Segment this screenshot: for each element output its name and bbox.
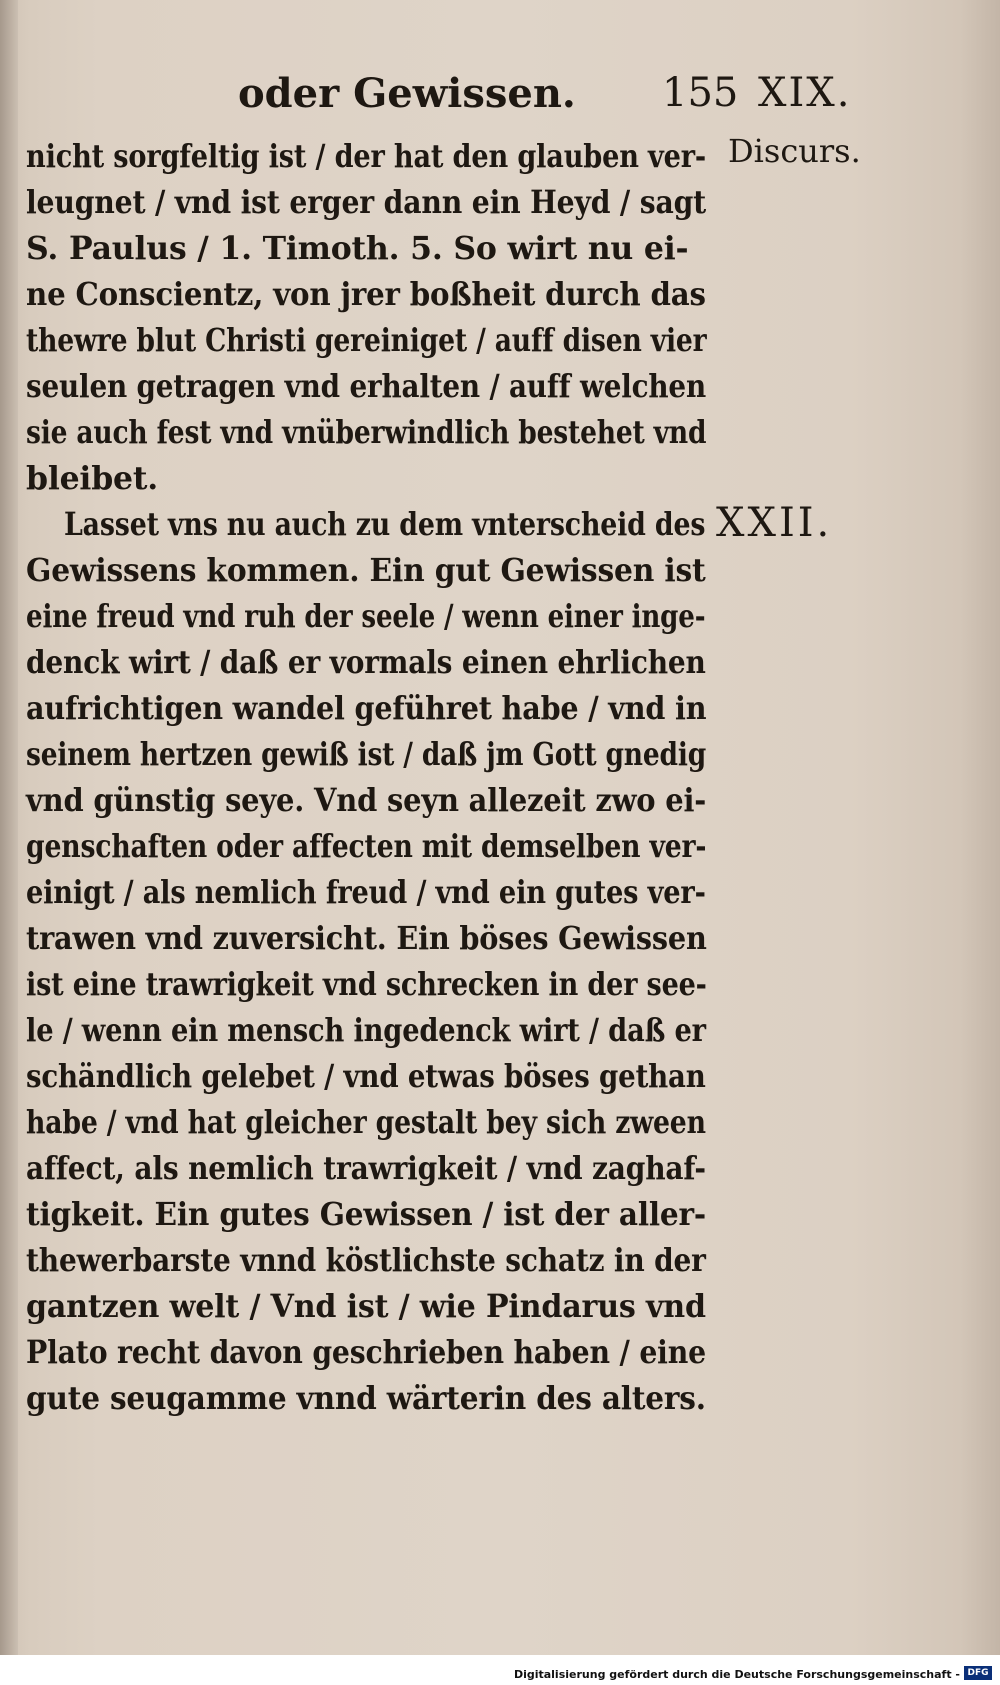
text-line: thewre blut Christi gereiniget / auff disen vier [26,322,707,359]
text-line: S. Paulus / 1. Timoth. 5. So wirt nu ei- [26,230,689,267]
text-line: schändlich gelebet / vnd etwas böses gethan [26,1058,706,1095]
text-line: tigkeit. Ein gutes Gewissen / ist der aller- [26,1196,706,1233]
text-line: gantzen welt / Vnd ist / wie Pindarus vnd [26,1288,706,1325]
part-number: XIX. [758,70,852,116]
text-line: eine freud vnd ruh der seele / wenn einer inge- [26,598,706,635]
text-line: aufrichtigen wandel geführet habe / vnd in [26,690,707,727]
text-line: sie auch fest vnd vnüberwindlich bestehet vnd [26,414,707,451]
text-line: ne Conscientz, von jrer boßheit durch das [26,276,706,313]
text-line: seinem hertzen gewiß ist / daß jm Gott gnedig [26,736,707,773]
page-number: 155 [662,70,739,116]
text-line: ist eine trawrigkeit vnd schrecken in der see- [26,966,707,1003]
text-line: leugnet / vnd ist erger dann ein Heyd / sagt [26,184,707,221]
text-line: gute seugamme vnnd wärterin des alters. [26,1380,706,1417]
text-line: trawen vnd zuversicht. Ein böses Gewissen [26,920,707,957]
text-line: le / wenn ein mensch ingedenck wirt / daß er [26,1012,706,1049]
text-line: Gewissens kommen. Ein gut Gewissen ist [26,552,706,589]
text-line: thewerbarste vnnd köstlichste schatz in der [26,1242,706,1279]
funding-credit: Digitalisierung gefördert durch die Deutsche Forschungsgemeinschaft - [513,1668,960,1681]
margin-note-section-number: XXII. [716,500,833,546]
text-line: seulen getragen vnd erhalten / auff welchen [26,368,706,405]
running-title: oder Gewissen. [238,70,576,117]
text-line: habe / vnd hat gleicher gestalt bey sich zween [26,1104,706,1141]
text-line: nicht sorgfeltig ist / der hat den glauben ver- [26,138,706,175]
page-binding-edge [0,0,18,1655]
text-line: vnd günstig seye. Vnd seyn allezeit zwo ei- [26,782,707,819]
text-line: einigt / als nemlich freud / vnd ein gutes ver- [26,874,706,911]
dfg-logo-icon: DFG [964,1666,992,1680]
text-line: bleibet. [26,460,158,497]
text-line: affect, als nemlich trawrigkeit / vnd zaghaf- [26,1150,706,1187]
text-line: Plato recht davon geschrieben haben / eine [26,1334,706,1371]
margin-note-discurs: Discurs. [728,132,861,170]
paragraph-first-line: Lasset vns nu auch zu dem vnterscheid des [64,506,706,543]
text-line: genschaften oder affecten mit demselben ver- [26,828,707,865]
text-line: denck wirt / daß er vormals einen ehrlichen [26,644,706,681]
